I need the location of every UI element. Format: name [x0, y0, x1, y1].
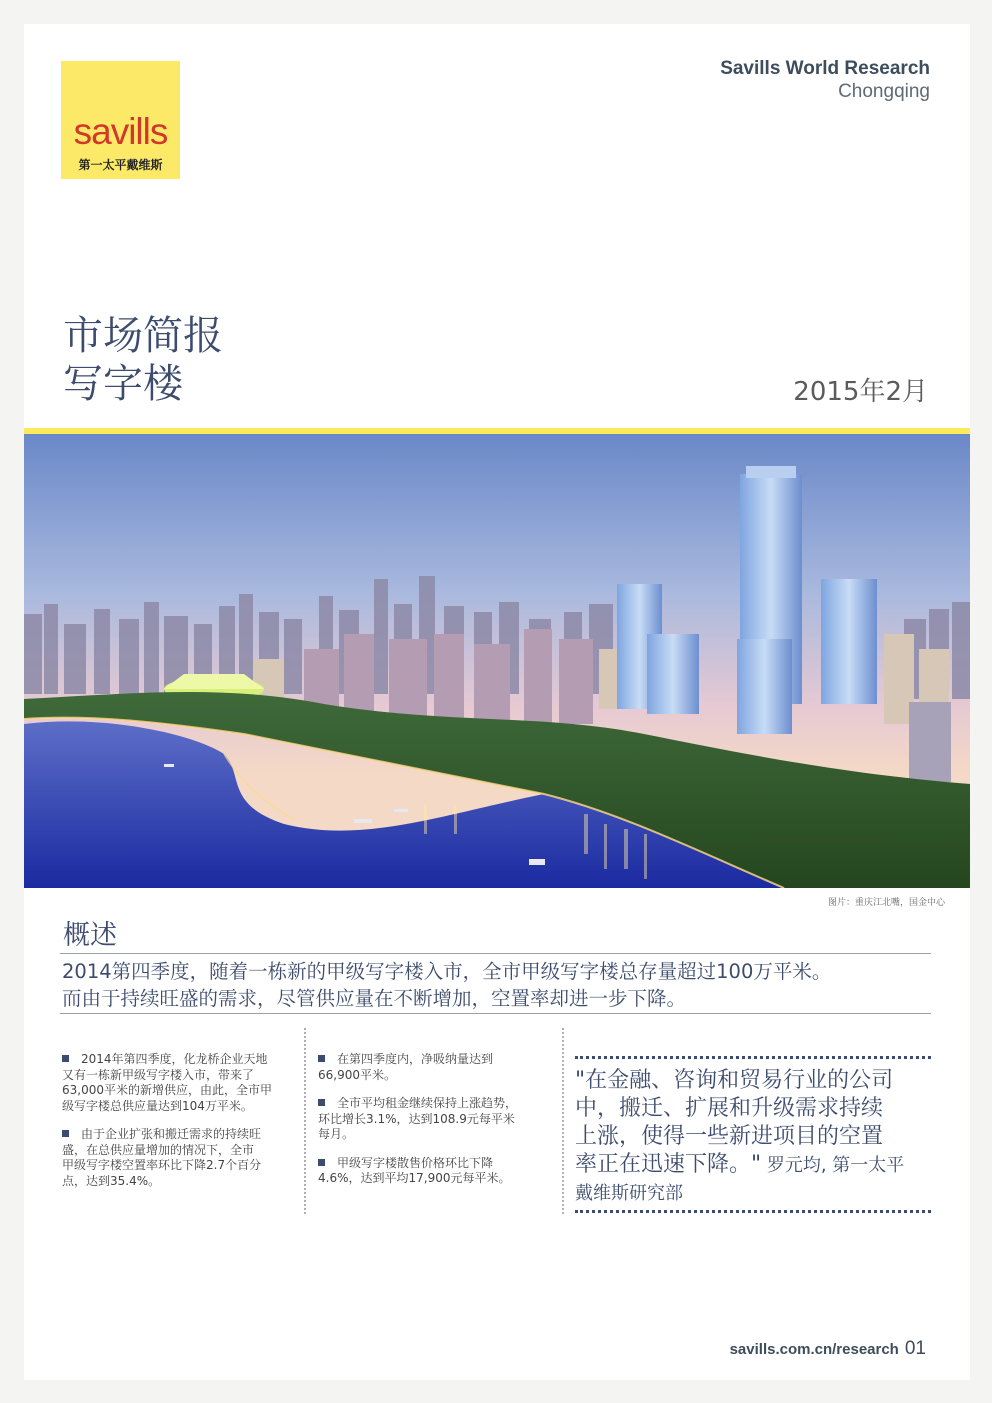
- pull-quote: "在金融、咨询和贸易行业的公司 中，搬迁、扩展和升级需求持续 上涨，使得一些新进项目的空置 率正在迅速下降。" 罗元均, 第一太平 戴维斯研究部: [575, 1067, 937, 1208]
- city-skyline-photo: [24, 434, 970, 888]
- section-heading-overview: 概述: [63, 920, 117, 951]
- bullets-middle-column: [318, 1052, 550, 1200]
- page-number: 01: [904, 1338, 926, 1359]
- overview-bottom-rule: [60, 1013, 931, 1014]
- bullets-left-column: [62, 1052, 294, 1202]
- summary-line-2: 而由于持续旺盛的需求，尽管供应量在不断增加，空置率却进一步下降。: [62, 987, 687, 1010]
- research-city: Chongqing: [838, 80, 930, 102]
- list-item: 在第四季度内，净吸纳量达到 66,900平米。: [318, 1052, 494, 1082]
- footer-url[interactable]: savills.com.cn/research: [729, 1341, 899, 1358]
- quote-bottom-dots: [575, 1210, 931, 1213]
- square-bullet-icon: [62, 1055, 69, 1062]
- logo-subtitle: 第一太平戴维斯: [78, 158, 163, 172]
- column-divider: [562, 1028, 564, 1214]
- square-bullet-icon: [318, 1099, 325, 1106]
- page-title: [63, 312, 223, 408]
- square-bullet-icon: [318, 1055, 325, 1062]
- research-label: [720, 58, 930, 104]
- list-item: 2014年第四季度，化龙桥企业天地 又有一栋新甲级写字楼入市，带来了 63,000平米的新增供应，由此，全市甲 级写字楼总供应量达到104万平米。: [62, 1052, 272, 1113]
- quote-attribution: 罗元均, 第一太平: [761, 1155, 905, 1176]
- list-item: 甲级写字楼散售价格环比下降 4.6%，达到平均17,900元每平米。: [318, 1155, 511, 1185]
- page-footer: [730, 1338, 926, 1360]
- savills-logo[interactable]: [61, 61, 180, 179]
- title-line-2: 写字楼: [63, 361, 183, 407]
- list-item: 全市平均租金继续保持上涨趋势， 环比增长3.1%，达到108.9元每平米 每月。: [318, 1096, 518, 1141]
- research-title: Savills World Research: [720, 58, 930, 79]
- column-divider: [304, 1028, 306, 1214]
- logo-wordmark: savills: [73, 111, 168, 152]
- square-bullet-icon: [318, 1159, 325, 1166]
- square-bullet-icon: [62, 1130, 69, 1137]
- quote-top-dots: [575, 1056, 931, 1059]
- quote-attribution-line2: 戴维斯研究部: [575, 1183, 683, 1204]
- list-item: 由于企业扩张和搬迁需求的持续旺 盛，在总供应量增加的情况下，全市 甲级写字楼空置率环比下降2.7个百分 点，达到35.4%。: [62, 1127, 262, 1188]
- photo-caption: 图片：重庆江北嘴，国金中心: [827, 898, 945, 908]
- overview-summary: [62, 958, 932, 1012]
- summary-line-1: 2014第四季度，随着一栋新的甲级写字楼入市，全市甲级写字楼总存量超过100万平米。: [62, 960, 832, 983]
- title-line-1: 市场简报: [63, 313, 223, 359]
- overview-top-rule: [60, 953, 931, 954]
- publication-date: 2015年2月: [793, 377, 928, 407]
